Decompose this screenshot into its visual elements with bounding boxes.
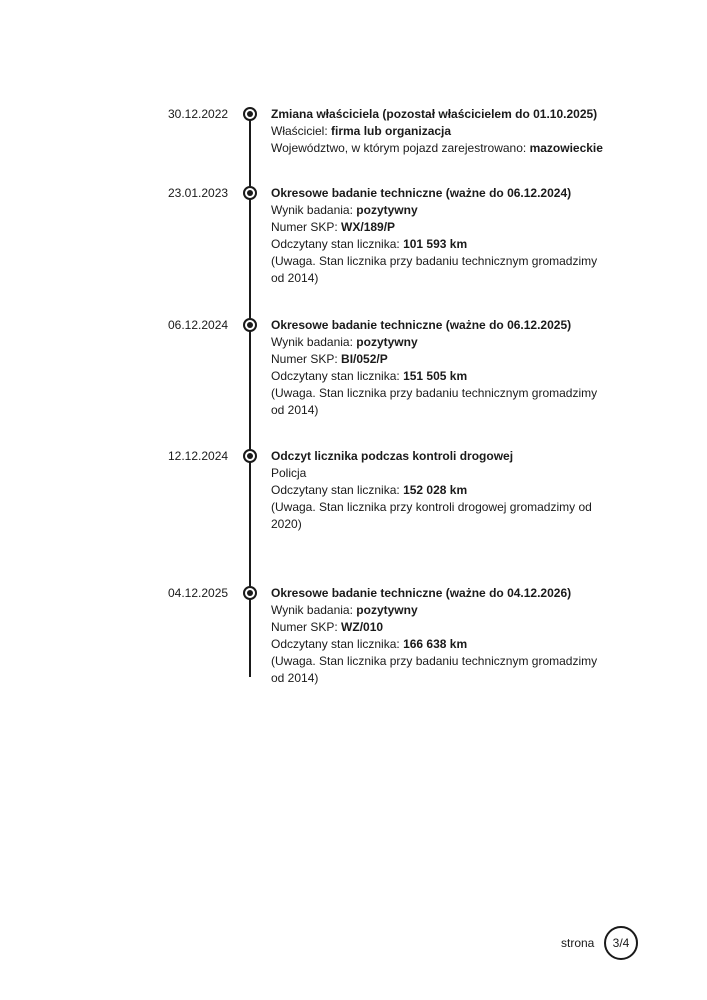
line-value: 151 505 km [403,369,468,383]
entry-content [271,185,611,287]
line-label: Wynik badania: [271,603,357,617]
entry-line [271,123,611,140]
entry-date: 04.12.2025 [168,586,229,600]
entry-line [271,482,611,499]
timeline-dot-icon [243,318,257,332]
entry-content [271,317,611,419]
timeline-dot-icon [243,107,257,121]
line-value: mazowieckie [529,141,603,155]
entry-note: (Uwaga. Stan licznika przy kontroli drogowej gromadzimy od 2020) [271,500,592,531]
line-value: pozytywny [356,335,418,349]
entry-line [271,140,611,157]
entry-date: 06.12.2024 [168,318,229,332]
line-label: Odczytany stan licznika: [271,483,404,497]
line-label: Wynik badania: [271,203,357,217]
entry-title: Odczyt licznika podczas kontroli drogowej [271,449,514,463]
line-label: Odczytany stan licznika: [271,237,404,251]
line-label: Odczytany stan licznika: [271,369,404,383]
line-label: Właściciel: [271,124,332,138]
line-value: pozytywny [356,603,418,617]
timeline-dot-icon [243,449,257,463]
line-value: WX/189/P [341,220,396,234]
entry-title: Okresowe badanie techniczne (ważne do 04.12.2026) [271,586,572,600]
page-label: strona [561,936,595,950]
entry-title: Zmiana właściciela (pozostał właścicielem do 01.10.2025) [271,107,598,121]
timeline-dot-icon [243,586,257,600]
page-number-badge [604,926,638,960]
entry-line [271,351,611,368]
line-value: BI/052/P [341,352,388,366]
entry-line [271,619,611,636]
entry-note: (Uwaga. Stan licznika przy badaniu technicznym gromadzimy od 2014) [271,654,598,685]
entry-content [271,448,611,533]
entry-content [271,106,611,157]
entry-date: 30.12.2022 [168,107,229,121]
entry-line: Policja [271,466,307,480]
line-value: 166 638 km [403,637,468,651]
entry-line [271,368,611,385]
entry-title: Okresowe badanie techniczne (ważne do 06.12.2025) [271,318,572,332]
line-label: Odczytany stan licznika: [271,637,404,651]
line-value: 101 593 km [403,237,468,251]
line-value: firma lub organizacja [331,124,452,138]
line-label: Numer SKP: [271,620,342,634]
entry-date: 12.12.2024 [168,449,229,463]
line-label: Numer SKP: [271,220,342,234]
line-label: Wynik badania: [271,335,357,349]
entry-line [271,602,611,619]
entry-line [271,202,611,219]
line-value: WZ/010 [341,620,384,634]
entry-note: (Uwaga. Stan licznika przy badaniu technicznym gromadzimy od 2014) [271,254,598,285]
line-label: Numer SKP: [271,352,342,366]
line-value: pozytywny [356,203,418,217]
entry-line [271,236,611,253]
entry-content [271,585,611,687]
page-number: 3/4 [612,935,630,950]
line-label: Województwo, w którym pojazd zarejestrowano: [271,141,530,155]
timeline-dot-icon [243,186,257,200]
entry-line [271,219,611,236]
line-value: 152 028 km [403,483,468,497]
entry-note: (Uwaga. Stan licznika przy badaniu technicznym gromadzimy od 2014) [271,386,598,417]
entry-line [271,636,611,653]
entry-title: Okresowe badanie techniczne (ważne do 06.12.2024) [271,186,572,200]
entry-line [271,334,611,351]
entry-date: 23.01.2023 [168,186,229,200]
